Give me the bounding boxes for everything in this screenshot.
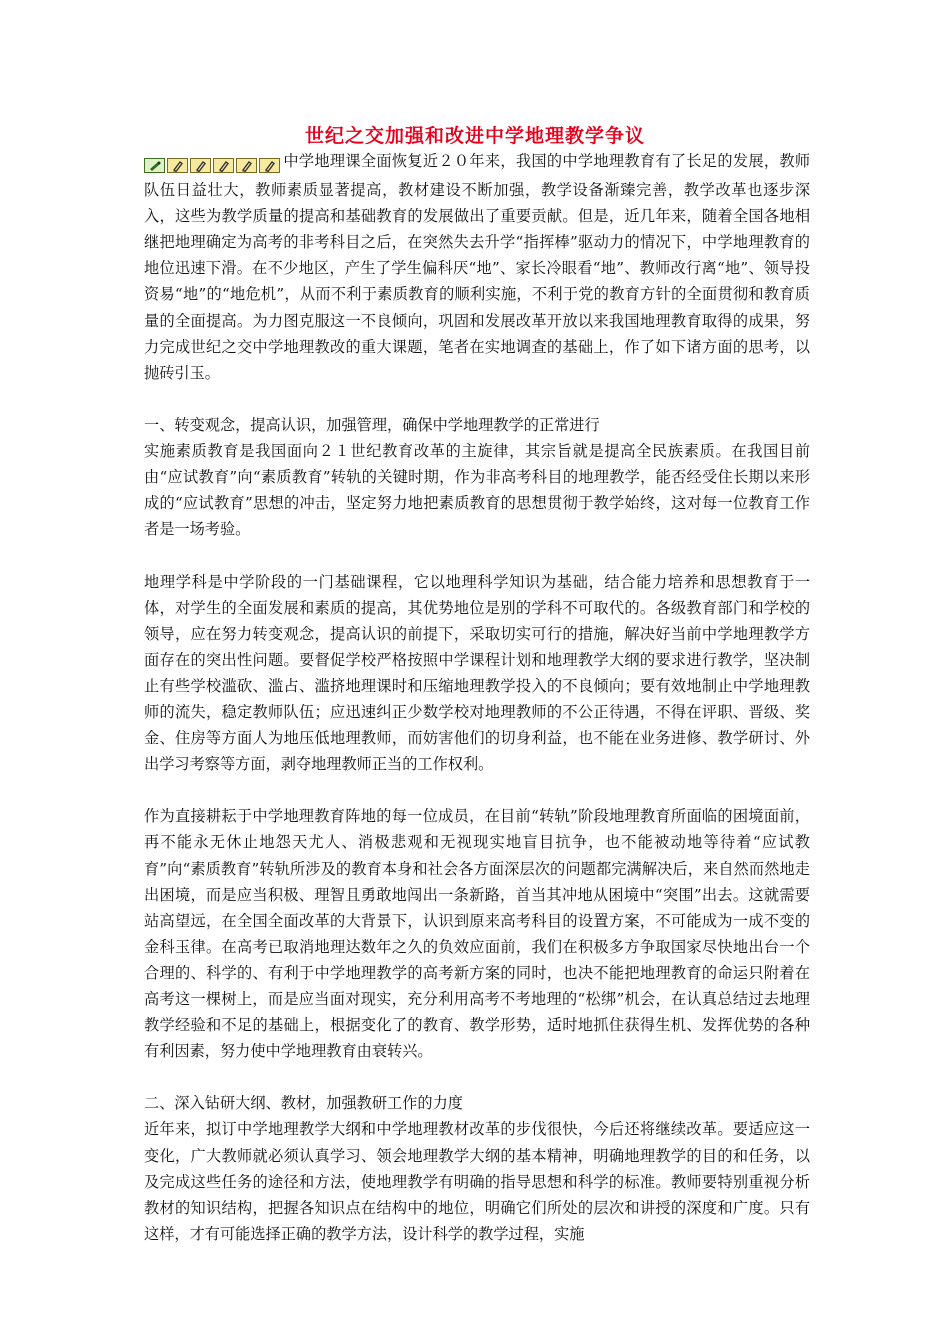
paragraph: 作为直接耕耘于中学地理教育阵地的每一位成员，在目前“转轨”阶段地理教育所面临的困境面前，再不能永无休止地怨天尤人、消极悲观和无视现实地盲目抗争，也不能被动地等待着“应试教育”向“素质教育”转轨所涉及的教育本身和社会各方面深层次的问题都完满解决后，来自然而然地走出困境，而是应当积极、理智且勇敢地闯出一条新路，首当其冲地从困境中“突围”出去。这就需要站高望远，在全国全面改革的大背景下，认识到原来高考科目的设置方案，不可能成为一成不变的金科玉律。在高考已取消地理达数年之久的负效应面前，我们在积极多方争取国家尽快地出台一个合理的、科学的、有利于中学地理教学的高考新方案的同时，也决不能把地理教育的命运只附着在高考这一棵树上，而是应当面对现实，充分利用高考不考地理的“松绑”机会，在认真总结过去地理教学经验和不足的基础上，根据变化了的教育、教学形势，适时地抓住获得生机、发挥优势的各种有利因素，努力使中学地理教育由衰转兴。: [144, 807, 810, 1061]
pencil-icon: [190, 158, 211, 173]
pencil-icon: [213, 158, 234, 173]
icon-strip: [144, 151, 282, 177]
section-heading-2: 二、深入钻研大纲、教材，加强教研工作的力度: [144, 1094, 463, 1113]
paragraph-spacer: [144, 1064, 810, 1090]
paragraph-intro-text: 中学地理课全面恢复近２０年来，我国的中学地理教育有了长足的发展，教师队伍日益壮大，教师素质显著提高，教材建设不断加强，教学设备渐臻完善，教学改革也逐步深入，这些为教学质量的提高和基础教育的发展做出了重要贡献。但是，近几年来，随着全国各地相继把地理确定为高考的非考科目之后，在突然失去升学“指挥棒”驱动力的情况下，中学地理教育的地位迅速下滑。在不少地区，产生了学生偏科厌“地”、家长冷眼看“地”、教师改行离“地”、领导投资易“地”的“地危机”，从而不利于素质教育的顺利实施，不利于党的教育方针的全面贯彻和教育质量的全面提高。为力图克服这一不良倾向，巩固和发展改革开放以来我国地理教育取得的成果，努力完成世纪之交中学地理教改的重大课题，笔者在实地调查的基础上，作了如下诸方面的思考，以抛砖引玉。: [144, 152, 810, 382]
paragraph-spacer: [144, 386, 810, 412]
paragraph: 地理学科是中学阶段的一门基础课程，它以地理科学知识为基础，结合能力培养和思想教育于一体，对学生的全面发展和素质的提高，其优势地位是别的学科不可取代的。各级教育部门和学校的领导，应在努力转变观念，提高认识的前提下，采取切实可行的措施，解决好当前中学地理教学方面存在的突出性问题。要督促学校严格按照中学课程计划和地理教学大纲的要求进行教学，坚决制止有些学校滥砍、滥占、滥挤地理课时和压缩地理教学投入的不良倾向；要有效地制止中学地理教师的流失，稳定教师队伍；应迅速纠正少数学校对地理教师的不公正待遇，不得在评职、晋级、奖金、住房等方面人为地压低地理教师，而妨害他们的切身利益，也不能在业务进修、教学研讨、外出学习考察等方面，剥夺地理教师正当的工作权利。: [144, 572, 810, 774]
document-body: [144, 148, 810, 1247]
paragraph: 实施素质教育是我国面向２１世纪教育改革的主旋律，其宗旨就是提高全民族素质。在我国目前由“应试教育”向“素质教育”转轨的关键时期，作为非高考科目的地理教学，能否经受住长期以来形成的“应试教育”思想的冲击，坚定努力地把素质教育的思想贯彻于教学始终，这对每一位教育工作者是一场考验。: [144, 442, 810, 539]
fish-icon: [144, 158, 165, 173]
pencil-icon: [167, 158, 188, 173]
paragraph-spacer: [144, 542, 810, 568]
paragraph-spacer: [144, 777, 810, 803]
section-heading-1: 一、转变观念，提高认识，加强管理，确保中学地理教学的正常进行: [144, 415, 600, 434]
paragraph: 近年来，拟订中学地理教学大纲和中学地理教材改革的步伐很快，今后还将继续改革。要适应这一变化，广大教师就必须认真学习、领会地理教学大纲的基本精神，明确地理教学的目的和任务，以及完成这些任务的途径和方法，使地理教学有明确的指导思想和科学的标准。教师要特别重视分析教材的知识结构，把握各知识点在结构中的地位，明确它们所处的层次和讲授的深度和广度。只有这样，才有可能选择正确的教学方法，设计科学的教学过程，实施: [144, 1120, 810, 1243]
pencil-icon: [259, 158, 280, 173]
document-title: 世纪之交加强和改进中学地理教学争议: [304, 125, 645, 147]
paragraph-intro: [144, 148, 810, 386]
pencil-icon: [236, 158, 257, 173]
